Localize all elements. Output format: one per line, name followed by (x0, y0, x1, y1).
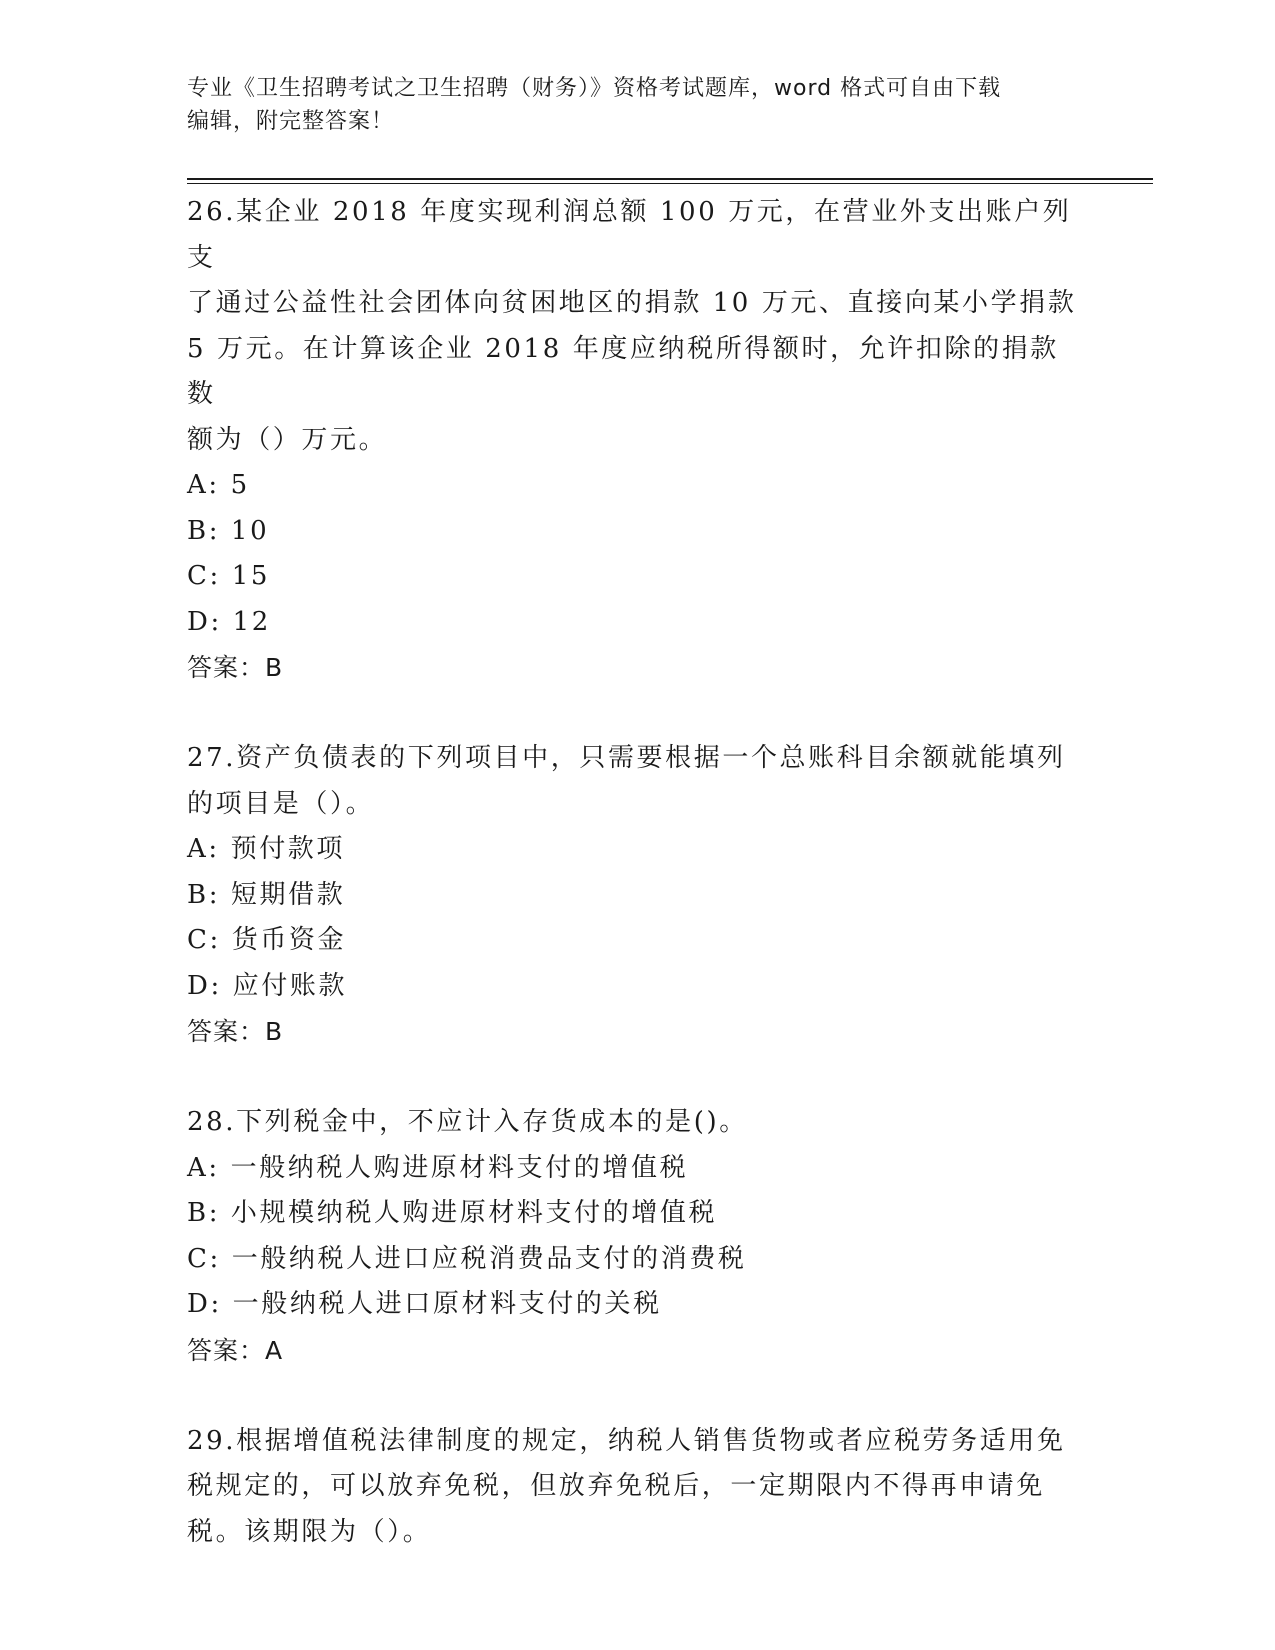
answer: 答案：B (187, 653, 284, 682)
option-b: B: 10 (187, 515, 270, 546)
question-stem-line: 税。该期限为（）。 (187, 1516, 432, 1547)
question-list (187, 190, 1087, 1555)
question-29 (187, 1419, 1087, 1556)
option-d: D: 应付账款 (187, 970, 348, 1001)
answer: 答案：B (187, 1017, 284, 1046)
option-c: C: 15 (187, 561, 271, 591)
option-c: C: 一般纳税人进口应税消费品支付的消费税 (187, 1243, 747, 1274)
question-stem-line: 5 万元。在计算该企业 2018 年度应纳税所得额时，允许扣除的捐款数 (187, 333, 1059, 409)
option-a: A: 预付款项 (187, 834, 346, 864)
option-b: B: 小规模纳税人购进原材料支付的增值税 (187, 1198, 718, 1228)
option-d: D: 12 (187, 606, 271, 637)
header-divider-thin (187, 183, 1153, 184)
question-stem-line: 了通过公益性社会团体向贫困地区的捐款 10 万元、直接向某小学捐款 (187, 288, 1077, 318)
page-header (187, 72, 1077, 138)
option-d: D: 一般纳税人进口原材料支付的关税 (187, 1289, 662, 1319)
spacer (187, 691, 1087, 737)
question-stem-line: 29.根据增值税法律制度的规定，纳税人销售货物或者应税劳务适用免 (187, 1425, 1066, 1456)
option-c: C: 货币资金 (187, 925, 347, 955)
question-stem-line: 的项目是（）。 (187, 788, 375, 819)
option-a: A: 5 (187, 470, 250, 500)
header-line-2: 编辑，附完整答案！ (187, 109, 395, 134)
option-a: A: 一般纳税人购进原材料支付的增值税 (187, 1152, 689, 1183)
question-stem-line: 26.某企业 2018 年度实现利润总额 100 万元，在营业外支出账户列支 (187, 197, 1072, 273)
question-stem-line: 27.资产负债表的下列项目中，只需要根据一个总账科目余额就能填列 (187, 743, 1066, 773)
spacer (187, 1373, 1087, 1419)
question-stem-line: 28.下列税金中，不应计入存货成本的是()。 (187, 1107, 748, 1137)
question-28 (187, 1100, 1087, 1373)
answer: 答案：A (187, 1335, 284, 1365)
header-divider-thick (187, 178, 1153, 180)
question-27 (187, 736, 1087, 1055)
header-line-1: 专业《卫生招聘考试之卫生招聘（财务）》资格考试题库，word 格式可自由下载 (187, 76, 1002, 101)
spacer (187, 1055, 1087, 1101)
question-stem-line: 税规定的，可以放弃免税，但放弃免税后，一定期限内不得再申请免 (187, 1471, 1046, 1501)
question-26 (187, 190, 1087, 691)
question-stem-line: 额为（）万元。 (187, 424, 388, 455)
option-b: B: 短期借款 (187, 879, 346, 910)
